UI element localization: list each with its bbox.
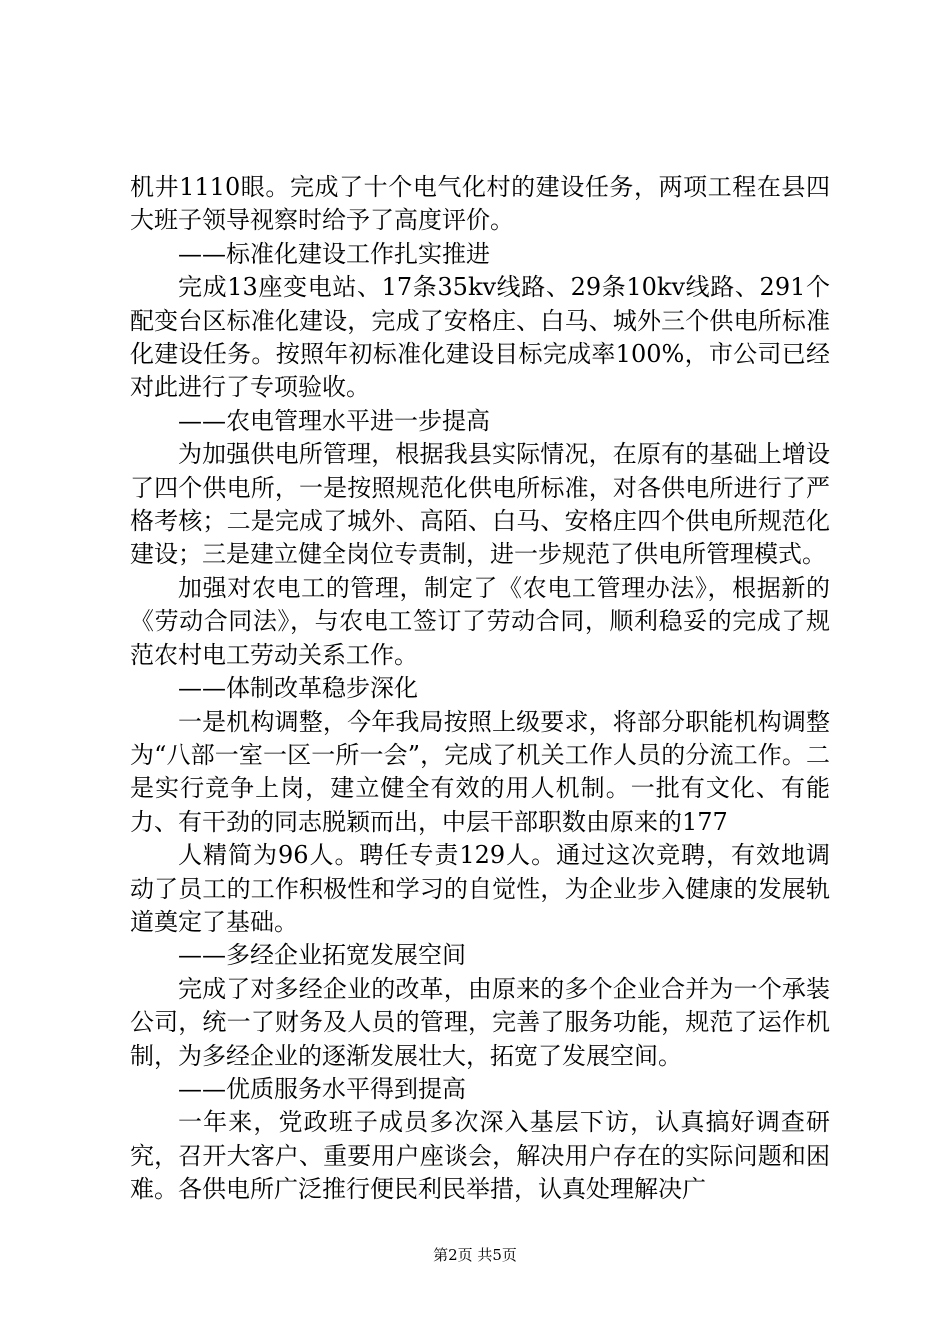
paragraph-standardization: 完成13座变电站、17条35kv线路、29条10kv线路、291个配变台区标准化建设，完成了安格庄、白马、城外三个供电所标准化建设任务。按照年初标准化建设目标完成率100%，市公司已经对此进行了专项验收。	[130, 273, 830, 402]
paragraph-staff-streamlining: 人精简为96人。聘任专责129人。通过这次竞聘，有效地调动了员工的工作积极性和学习的自觉性，为企业步入健康的发展轨道奠定了基础。	[130, 841, 830, 936]
section-heading-diversified-enterprises: ——多经企业拓宽发展空间	[178, 941, 466, 970]
page-number-footer: 第2页 共5页	[433, 1246, 517, 1264]
paragraph-electrician-management: 加强对农电工的管理，制定了《农电工管理办法》，根据新的《劳动合同法》，与农电工签订了劳动合同，顺利稳妥的完成了规范农村电工劳动关系工作。	[130, 573, 830, 669]
section-heading-quality-service: ——优质服务水平得到提高	[178, 1074, 466, 1103]
section-heading-system-reform: ——体制改革稳步深化	[178, 674, 418, 703]
paragraph-power-station-management: 为加强供电所管理，根据我县实际情况，在原有的基础上增设了四个供电所，一是按照规范化供电所标准，对各供电所进行了严格考核；二是完成了城外、高陌、白马、安格庄四个供电所规范化建设；三是建立健全岗位专责制，进一步规范了供电所管理模式。	[130, 440, 830, 569]
section-heading-rural-power-management: ——农电管理水平进一步提高	[178, 406, 490, 435]
paragraph-enterprise-reform: 完成了对多经企业的改革，由原来的多个企业合并为一个承装公司，统一了财务及人员的管理，完善了服务功能，规范了运作机制，为多经企业的逐渐发展壮大，拓宽了发展空间。	[130, 974, 830, 1070]
paragraph-continuation: 机井1110眼。完成了十个电气化村的建设任务，两项工程在县四大班子领导视察时给予了高度评价。	[130, 173, 830, 235]
paragraph-quality-service: 一年来，党政班子成员多次深入基层下访，认真搞好调查研究，召开大客户、重要用户座谈会，解决用户存在的实际问题和困难。各供电所广泛推行便民利民举措，认真处理解决广	[130, 1108, 830, 1204]
document-body	[130, 171, 830, 1207]
paragraph-institution-adjustment: 一是机构调整，今年我局按照上级要求，将部分职能机构调整为“八部一室一区一所一会”，完成了机关工作人员的分流工作。二是实行竞争上岗，建立健全有效的用人机制。一批有文化、有能力、有干劲的同志脱颖而出，中层干部职数由原来的177	[130, 707, 830, 836]
section-heading-standardization: ——标准化建设工作扎实推进	[178, 239, 490, 268]
